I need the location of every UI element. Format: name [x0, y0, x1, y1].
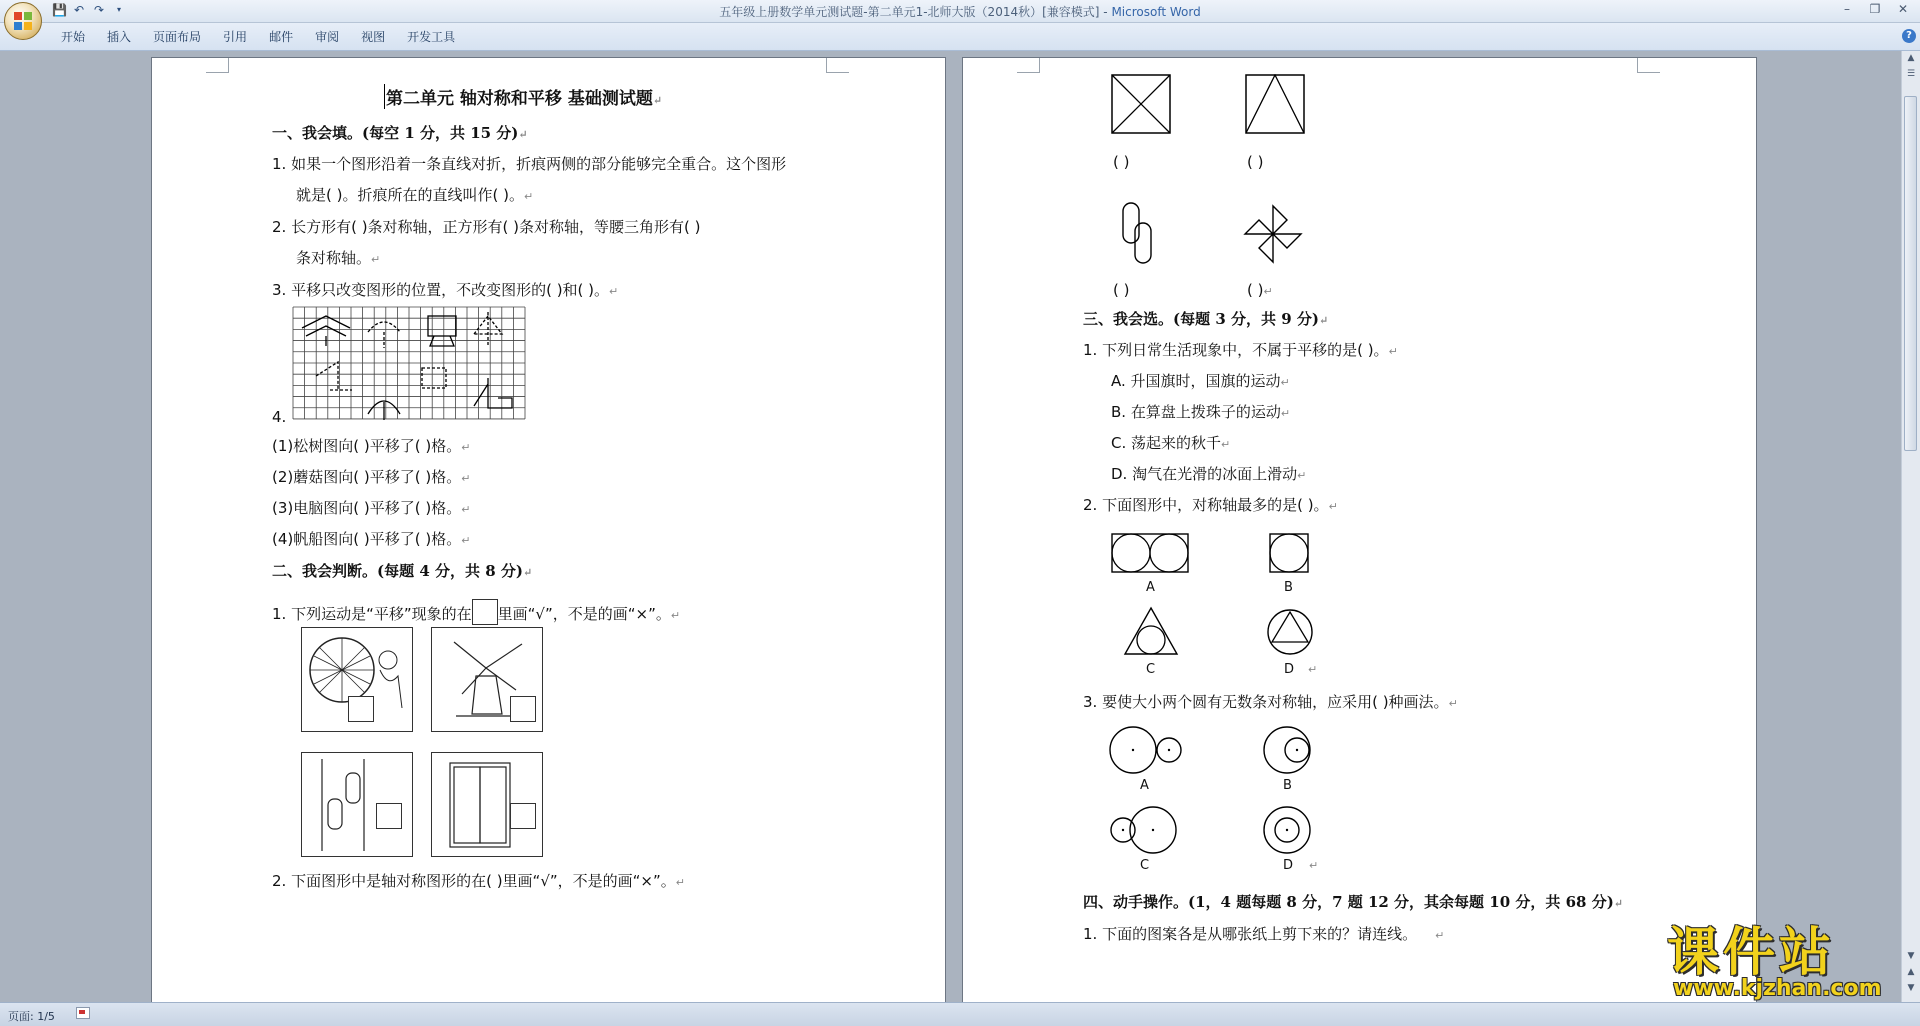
window-title — [0, 3, 1920, 20]
window-controls — [1836, 1, 1914, 17]
office-logo-icon — [14, 12, 32, 30]
paragraph-mark: ↵ — [1318, 314, 1329, 327]
section-3-heading — [1083, 308, 1328, 329]
answer-parens: ( ) — [1247, 153, 1264, 171]
tab-page-layout[interactable]: 页面布局 — [153, 30, 202, 44]
paragraph-mark: ↵ — [675, 876, 685, 889]
paragraph-mark: ↵ — [1280, 376, 1290, 389]
judge-image-windmill — [431, 627, 543, 732]
choice-1-option-b-text: B. 在算盘上拨珠子的运动 — [1111, 403, 1281, 421]
choice-1 — [1083, 339, 1398, 360]
help-icon[interactable]: ? — [1902, 29, 1916, 43]
section-1-heading-text: 一、我会填。(每空 1 分，共 15 分) — [272, 124, 519, 142]
pinwheel-figure — [1243, 204, 1305, 266]
question-2-line-1: 2. 长方形有( )条对称轴，正方形有( )条对称轴，等腰三角形有( ) — [272, 218, 701, 236]
paragraph-mark: ↵ — [1309, 859, 1319, 872]
option-b-circle-in-square — [1268, 532, 1312, 576]
judge-1 — [272, 599, 680, 625]
paragraph-mark: ↵ — [1308, 663, 1318, 676]
question-3-text: 3. 平移只改变图形的位置，不改变图形的( )和( )。 — [272, 281, 610, 299]
crop-mark — [206, 58, 229, 73]
answer-box[interactable] — [376, 803, 402, 829]
judge-image-ferris-wheel — [301, 627, 413, 732]
paragraph-mark: ↵ — [670, 609, 681, 622]
chain-links-figure — [1121, 201, 1155, 267]
question-4-4-text: (4)帆船图向( )平移了( )格。 — [272, 530, 462, 548]
tab-mailings[interactable]: 邮件 — [269, 30, 294, 44]
next-page-icon[interactable]: ▼ — [1907, 983, 1915, 993]
tab-references[interactable]: 引用 — [223, 30, 248, 44]
section-4-heading — [1083, 891, 1623, 912]
option-c-overlapping-circles — [1109, 804, 1181, 856]
question-2-line-2-text: 条对称轴。 — [296, 249, 372, 267]
paragraph-mark: ↵ — [1280, 407, 1291, 420]
section-3-heading-text: 三、我会选。(每题 3 分，共 9 分) — [1083, 310, 1319, 328]
mushroom-figure-dashed — [368, 322, 400, 348]
option-b-tangent-circles — [1263, 724, 1315, 776]
section-2-heading-text: 二、我会判断。(每题 4 分，共 8 分) — [272, 562, 523, 580]
document-title: 五年级上册数学单元测试题-第二单元1-北师大版（2014秋）[兼容模式] — [719, 5, 1100, 19]
vertical-scrollbar[interactable] — [1901, 51, 1920, 1002]
label-b: B — [1284, 580, 1293, 595]
answer-parens — [1247, 281, 1273, 299]
question-1-line-1: 1. 如果一个图形沿着一条直线对折，折痕两侧的部分能够完全重合。这个图形 — [272, 155, 787, 173]
redo-icon[interactable]: ↷ — [93, 3, 105, 17]
paragraph-mark: ↵ — [1448, 697, 1458, 710]
judge-1-text-before: 1. 下列运动是“平移”现象的在 — [272, 605, 472, 623]
title-bar — [0, 0, 1920, 23]
crop-mark — [1637, 58, 1660, 73]
previous-page-icon[interactable]: ▲ — [1907, 967, 1915, 977]
sailboat-figure — [474, 378, 512, 408]
scroll-down-icon[interactable]: ▼ — [1907, 951, 1915, 961]
watermark-logo: 课件站 — [1667, 923, 1836, 983]
save-icon[interactable]: 💾 — [52, 3, 67, 17]
judge-2 — [272, 870, 685, 891]
question-4-2-text: (2)蘑菇图向( )平移了( )格。 — [272, 468, 462, 486]
answer-parens: ( ) — [1113, 153, 1130, 171]
question-1-line-2 — [296, 184, 533, 205]
paragraph-mark: ↵ — [1435, 929, 1445, 942]
scroll-thumb[interactable] — [1904, 96, 1917, 451]
choice-1-option-c-text: C. 荡起来的秋千 — [1111, 434, 1222, 452]
pine-tree-figure-dashed — [316, 362, 352, 390]
label-d-text: D — [1284, 662, 1295, 677]
label-c: C — [1146, 662, 1156, 677]
tab-home[interactable]: 开始 — [61, 30, 86, 44]
paragraph-mark: ↵ — [1613, 897, 1624, 910]
tab-developer[interactable]: 开发工具 — [407, 30, 456, 44]
question-4-3 — [272, 497, 470, 518]
question-3 — [272, 279, 618, 300]
option-d-concentric-circles — [1263, 804, 1315, 856]
section-1-heading — [272, 122, 528, 143]
choice-1-option-c — [1111, 432, 1230, 453]
question-4-label: 4. — [272, 408, 287, 426]
label-c: C — [1140, 858, 1150, 873]
answer-box-sample — [472, 599, 498, 625]
judge-2-text: 2. 下面图形中是轴对称图形的在( )里画“√”，不是的画“×”。 — [272, 872, 676, 890]
choice-2 — [1083, 494, 1338, 515]
document-page-2[interactable] — [962, 57, 1757, 1007]
question-4-4 — [272, 528, 470, 549]
choice-3 — [1083, 691, 1458, 712]
paragraph-mark: ↵ — [461, 472, 471, 485]
label-b: B — [1283, 778, 1292, 793]
label-a: A — [1140, 778, 1149, 793]
choice-1-option-b — [1111, 401, 1290, 422]
minimize-icon[interactable]: – — [1844, 2, 1850, 16]
question-2-line-2 — [296, 247, 380, 268]
tab-insert[interactable]: 插入 — [107, 30, 132, 44]
office-button[interactable] — [4, 2, 42, 40]
app-name: Microsoft Word — [1111, 5, 1201, 19]
paragraph-mark: ↵ — [1328, 500, 1338, 513]
scroll-up-icon[interactable]: ▲ — [1907, 53, 1915, 63]
question-4-3-text: (3)电脑图向( )平移了( )格。 — [272, 499, 462, 517]
option-a-two-separate-circles — [1109, 724, 1185, 776]
choice-1-option-d — [1111, 463, 1306, 484]
answer-box[interactable] — [510, 696, 536, 722]
ribbon-tabs — [50, 23, 466, 50]
paragraph-mark: ↵ — [518, 128, 528, 141]
paragraph-mark: ↵ — [1263, 285, 1273, 298]
restore-icon[interactable]: ❐ — [1869, 2, 1881, 16]
choice-3-text: 3. 要使大小两个圆有无数条对称轴，应采用( )种画法。 — [1083, 693, 1449, 711]
ribbon — [0, 23, 1920, 51]
paragraph-mark: ↵ — [522, 566, 533, 579]
paragraph-mark: ↵ — [1297, 469, 1307, 482]
choice-1-option-a — [1111, 370, 1290, 391]
answer-parens-text: ( ) — [1247, 281, 1264, 299]
paragraph-mark: ↵ — [1388, 345, 1398, 358]
question-4-2 — [272, 466, 470, 487]
crop-mark — [826, 58, 849, 73]
choice-2-text: 2. 下面图形中，对称轴最多的是( )。 — [1083, 496, 1329, 514]
status-bar — [0, 1002, 1920, 1026]
option-c-circle-in-triangle — [1121, 604, 1181, 660]
option-a-two-circles-in-rectangle — [1111, 532, 1191, 576]
page-title-text: 第二单元 轴对称和平移 基础测试题 — [386, 89, 653, 109]
answer-box[interactable] — [510, 803, 536, 829]
mushroom-figure — [368, 401, 400, 420]
paragraph-mark: ↵ — [461, 441, 471, 454]
paragraph-mark: ↵ — [461, 534, 471, 547]
paragraph-mark: ↵ — [371, 253, 381, 266]
section-2-heading — [272, 560, 532, 581]
page-title — [384, 84, 662, 109]
proofing-icon[interactable] — [76, 1007, 90, 1019]
tab-review[interactable]: 审阅 — [315, 30, 340, 44]
judge-image-sliding-window — [431, 752, 543, 857]
question-4-1 — [272, 435, 470, 456]
option-d-triangle-in-circle — [1266, 606, 1318, 658]
judge-image-cars — [301, 752, 413, 857]
answer-box[interactable] — [348, 696, 374, 722]
question-1-line-2-text: 就是( )。折痕所在的直线叫作( )。 — [296, 186, 524, 204]
ruler-toggle-icon[interactable]: ☰ — [1906, 69, 1916, 79]
page-count[interactable]: 页面: 1/5 — [8, 1010, 55, 1023]
operation-1-text: 1. 下面的图案各是从哪张纸上剪下来的？请连线。 — [1083, 925, 1418, 943]
document-page-1[interactable] — [151, 57, 946, 1007]
grid-translation-figure — [292, 306, 526, 420]
paragraph-mark: ↵ — [461, 503, 471, 516]
watermark-url: www.kjzhan.com — [1673, 976, 1882, 1001]
tab-view[interactable]: 视图 — [361, 30, 386, 44]
square-with-triangle-figure — [1245, 74, 1307, 136]
section-4-heading-text: 四、动手操作。(1，4 题每题 8 分，7 题 12 分，其余每题 10 分，共 68 分) — [1083, 893, 1614, 911]
customize-toolbar-icon[interactable]: ▾ — [116, 5, 121, 14]
title-separator: - — [1099, 5, 1112, 19]
label-a: A — [1146, 580, 1155, 595]
choice-1-option-a-text: A. 升国旗时，国旗的运动 — [1111, 372, 1281, 390]
paragraph-mark: ↵ — [609, 285, 619, 298]
crop-mark — [1017, 58, 1040, 73]
close-icon[interactable]: ✕ — [1897, 2, 1909, 16]
operation-1 — [1083, 923, 1444, 944]
paragraph-mark: ↵ — [1221, 438, 1231, 451]
pine-tree-figure — [302, 316, 350, 346]
square-with-diagonals-figure — [1111, 74, 1173, 136]
paragraph-mark: ↵ — [652, 94, 663, 107]
label-d-text: D — [1283, 858, 1294, 873]
undo-icon[interactable]: ↶ — [73, 3, 85, 17]
paragraph-mark: ↵ — [523, 190, 534, 203]
label-d — [1283, 858, 1318, 873]
choice-1-option-d-text: D. 淘气在光滑的冰面上滑动 — [1111, 465, 1298, 483]
question-4-1-text: (1)松树图向( )平移了( )格。 — [272, 437, 462, 455]
answer-parens: ( ) — [1113, 281, 1130, 299]
label-d — [1284, 662, 1317, 677]
choice-1-text: 1. 下列日常生活现象中，不属于平移的是( )。 — [1083, 341, 1389, 359]
judge-1-text-after: 里画“√”，不是的画“×”。 — [497, 605, 671, 623]
